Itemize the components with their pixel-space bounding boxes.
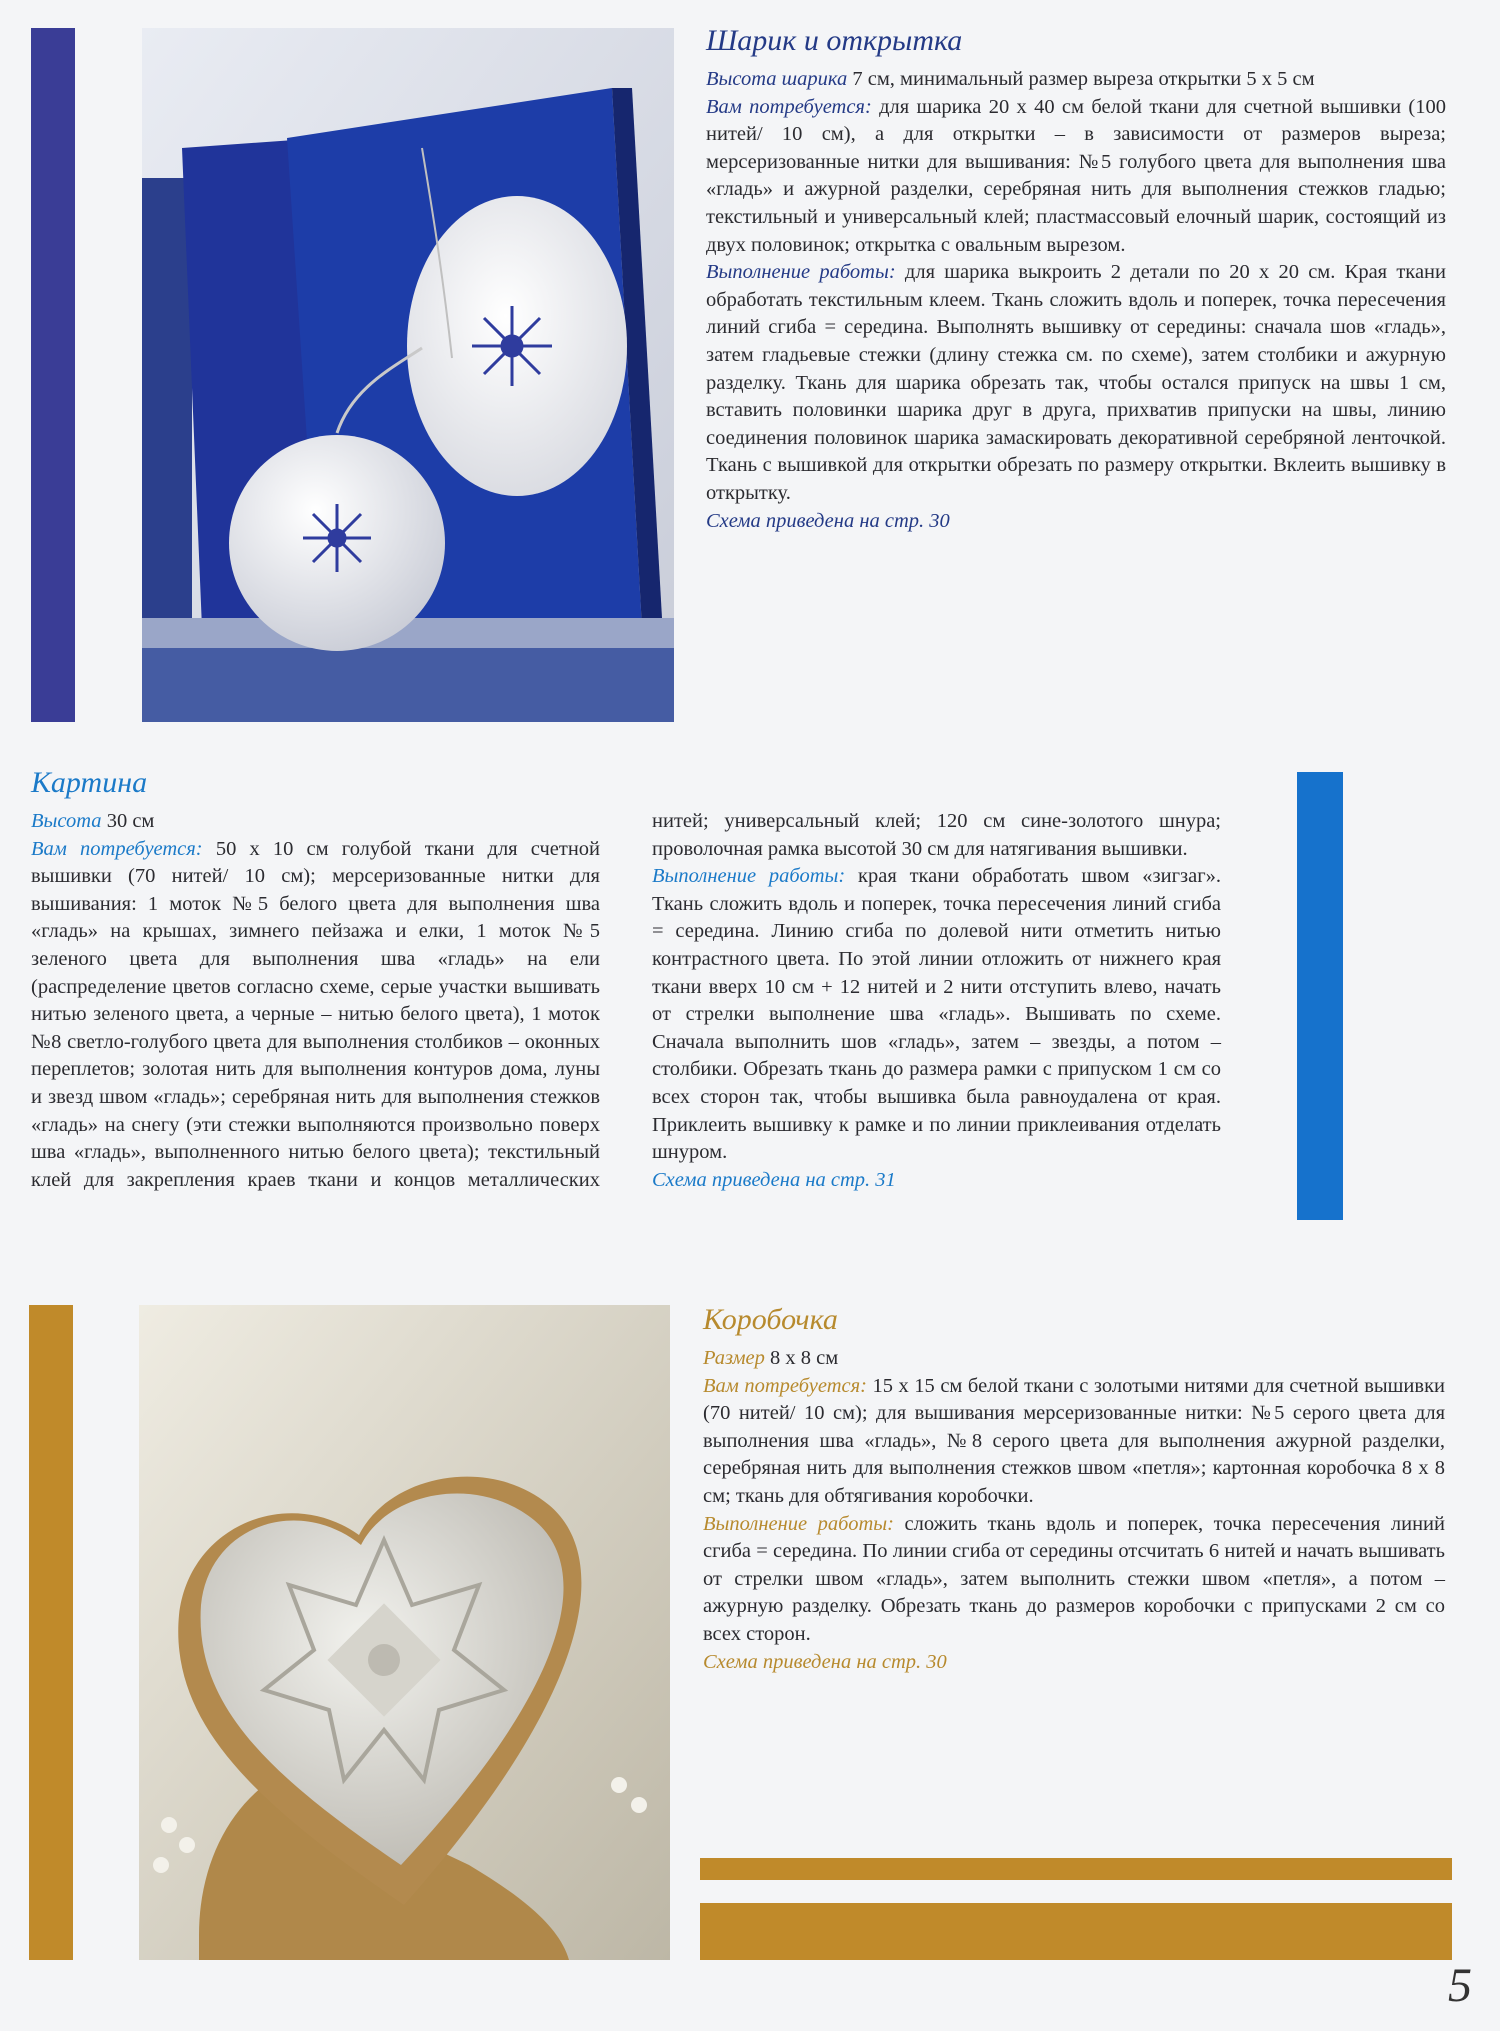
box-size-line [703, 1345, 1445, 1373]
section-title-picture: Картина [31, 766, 148, 799]
accent-bar-navy [31, 28, 75, 722]
instructions-label: Выполнение работы: [703, 1512, 894, 1535]
instructions-paragraph [706, 259, 1446, 507]
accent-bar-ochre-thin [700, 1858, 1452, 1880]
instructions-text: для шарика выкроить 2 детали по 20 х 20 см. Края ткани обработать текстильным клеем. Ткань сложить вдоль и поперек, точка пересечения линий сгиба = середина. Выполнять вышивку от середины: сначала шов «гладь», затем гладьевые стежки (длину стежка см. по схеме), затем столбики и ажурную разделку. Ткань для шарика обрезать так, чтобы остался припуск на швы 1 см, вставить половинки шарика друг в друга, прихватив припуски на швы, линию соединения половинок шарика замаскировать декоративной серебряной ленточкой. Ткань с вышивкой для открытки обрезать по размеру открытки. Вклеить вышивку в открытку. [706, 261, 1446, 504]
scheme-reference: Схема приведена на стр. 31 [652, 1168, 896, 1191]
picture-height-line [31, 808, 600, 836]
height-label: Высота шарика [706, 68, 848, 90]
accent-bar-ochre-vertical [29, 1305, 73, 1960]
section-body-ball-card [706, 66, 1446, 535]
height-value: 7 см, минимальный размер выреза открытки 5 х 5 см [852, 68, 1315, 90]
page-number: 5 [1448, 1959, 1472, 2012]
ornament-card-photo [142, 28, 674, 722]
materials-label: Вам потребуется: [706, 95, 872, 118]
size-label: Размер [703, 1347, 765, 1369]
section-title-ball-card: Шарик и открытка [706, 24, 963, 57]
section-body-picture [31, 808, 1221, 1228]
scheme-reference: Схема приведена на стр. 30 [706, 509, 950, 532]
materials-label: Вам потребуется: [31, 837, 203, 860]
instructions-label: Выполнение работы: [652, 865, 846, 888]
materials-text: для шарика 20 х 40 см белой ткани для счетной вышивки (100 нитей/ 10 см), а для открытки – в зависимости от размеров выреза; мерсеризованные нитки для вышивания: №5 голубого цвета для выполнения шва «гладь» и ажурной разделки, серебряная нить для выполнения стежков гладью; текстильный и универсальный клей; пластмассовый елочный шарик, состоящий из двух половинок; открытка с овальным вырезом. [706, 95, 1447, 256]
instructions-paragraph [652, 863, 1221, 1167]
instructions-label: Выполнение работы: [706, 261, 896, 284]
section-body-box [703, 1345, 1445, 1676]
ball-height-line [706, 66, 1446, 94]
size-value: 8 х 8 см [770, 1347, 839, 1369]
materials-label: Вам потребуется: [703, 1374, 867, 1397]
heart-box-photo [139, 1305, 670, 1960]
instructions-text: сложить ткань вдоль и поперек, точка пересечения линий сгиба = середина. По линии сгиба от середины отсчитать 6 нитей и начать вышивать от стрелки швом «гладь», затем выполнить стежки швом «петля», а потом – ажурную разделку. Обрезать ткань до размеров коробочки с припусками 2 см со всех сторон. [703, 1512, 1446, 1645]
section-title-box: Коробочка [703, 1303, 838, 1336]
scheme-reference: Схема приведена на стр. 30 [703, 1650, 947, 1673]
instructions-text: края ткани обработать швом «зигзаг». Ткань сложить вдоль и поперек, точка пересечения линий сгиба = середина. Линию сгиба по долевой нити отметить нитью контрастного цвета. По этой линии отложить от нижнего края ткани вверх 10 см + 12 нитей и 2 нити отступить влево, начать от стрелки выполнение шва «гладь». Вышивать по схеме. Сначала выполнить шов «гладь», затем – звезды, а потом – столбики. Обрезать ткань до размера рамки с припуском 1 см со всех сторон так, чтобы вышивка была равноудалена от края. Приклеить вышивку к рамке и по линии приклеивания отделать шнуром. [652, 865, 1221, 1164]
height-label: Высота [31, 810, 102, 832]
materials-text: 15 х 15 см белой ткани с золотыми нитями для счетной вышивки (70 нитей/ 10 см); для вышивания мерсеризованные нитки: №5 серого цвета для выполнения шва «гладь», №8 серого цвета для выполнения ажурной разделки, серебряная нить для выполнения стежков швом «петля»; картонная коробочка 8 х 8 см; ткань для обтягивания коробочки. [703, 1374, 1446, 1507]
height-value: 30 см [106, 810, 155, 832]
instructions-paragraph [703, 1511, 1445, 1649]
materials-paragraph [706, 94, 1446, 260]
accent-bar-ochre-thick [700, 1903, 1452, 1960]
accent-bar-blue [1297, 772, 1343, 1220]
materials-paragraph [703, 1373, 1445, 1511]
materials-text: 50 х 10 см голубой ткани для счетной вышивки (70 нитей/ 10 см); мерсеризованные нитки для вышивания: 1 моток №5 белого цвета для выполнения шва «гладь» на крышах, зимнего пейзажа и елки, 1 моток №5 зеленого цвета для выполнения шва «гладь» на ели (распределение цветов согласно схеме, серые участки вышивать нитью зеленого цвета, а черные – нитью белого цвета), 1 моток №8 светло-голубого цвета для выполнения столбиков – оконных переплетов; золотая нить для выполнения контуров дома, луны и звезд швом «гладь»; серебряная нить для выполнения стежков «гладь» на снегу (эти стежки выполняются произвольно поверх шва «гладь», выполненного нитью белого цвета); текстильный клей для закрепления краев ткани и концов металлических нитей; универсальный клей; 120 см сине-золотого шнура; проволочная рамка высотой 30 см для натягивания вышивки. [31, 810, 1221, 1191]
